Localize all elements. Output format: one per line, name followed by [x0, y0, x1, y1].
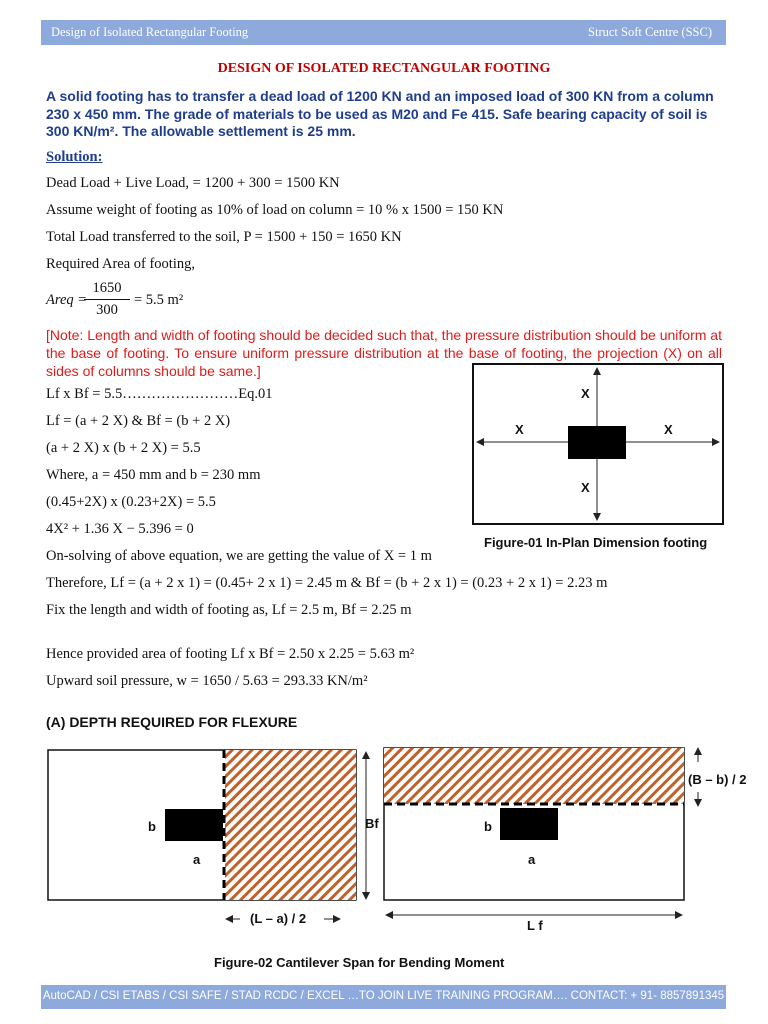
line-total-load: Total Load transferred to the soil, P = 1500 + 150 = 1650 KN [46, 229, 402, 245]
page-title: DESIGN OF ISOLATED RECTANGULAR FOOTING [217, 61, 551, 76]
fig1-x-right: X [664, 422, 673, 437]
footer-text: AutoCAD / CSI ETABS / CSI SAFE / STAD RCDC / EXCEL …TO JOIN LIVE TRAINING PROGRAM…. CONTACT: + 91- 8857891345 [42, 990, 725, 1002]
areq-denominator: 300 [96, 302, 118, 318]
areq-numerator: 1650 [92, 280, 122, 296]
fig1-x-top: X [581, 386, 590, 401]
areq-label: Areq = [46, 292, 88, 308]
line-solution-x: On-solving of above equation, we are getting the value of X = 1 m [46, 548, 432, 564]
line-therefore: Therefore, Lf = (a + 2 x 1) = (0.45+ 2 x 1) = 2.45 m & Bf = (b + 2 x 1) = (0.23 + 2 x 1) = 2.23 m [46, 575, 608, 591]
fig1-caption: Figure-01 In-Plan Dimension footing [484, 535, 708, 550]
line-substituted: (0.45+2X) x (0.23+2X) = 5.5 [46, 494, 216, 510]
problem-statement: A solid footing has to transfer a dead load of 1200 KN and an imposed load of 300 KN from a column 230 x 450 mm. The grade of materials to be used as M20 and Fe 415. Safe bearing capacity of soil is 300 KN/m². The allowable settlement is 25 mm. [46, 88, 714, 139]
fig2-la-label: (L – a) / 2 [250, 911, 307, 926]
solution-heading: Solution: [46, 149, 103, 165]
fig2-left-a-label: a [193, 852, 201, 867]
fig2-right-a-label: a [528, 852, 536, 867]
fig2-right-b-label: b [484, 819, 492, 834]
line-where: Where, a = 450 mm and b = 230 mm [46, 467, 261, 483]
note-uniform-pressure: [Note: Length and width of footing should be decided such that, the pressure distribution should be uniform at the base of footing. To ensure uniform pressure distribution at the base of footing, the projection (X) on all sides of columns should be same.] [46, 327, 722, 379]
areq-result: = 5.5 m² [134, 292, 184, 308]
fig1-x-bottom: X [581, 480, 590, 495]
line-dead-live-load: Dead Load + Live Load, = 1200 + 300 = 1500 KN [46, 175, 340, 191]
line-product: (a + 2 X) x (b + 2 X) = 5.5 [46, 440, 201, 456]
line-fix-dimensions: Fix the length and width of footing as, Lf = 2.5 m, Bf = 2.25 m [46, 602, 412, 618]
line-quadratic: 4X² + 1.36 X − 5.396 = 0 [46, 521, 194, 537]
fig2-caption: Figure-02 Cantilever Span for Bending Moment [214, 955, 505, 970]
fig2-right-hatched-area [384, 748, 684, 804]
header-right: Struct Soft Centre (SSC) [588, 25, 712, 39]
line-lf-bf-def: Lf = (a + 2 X) & Bf = (b + 2 X) [46, 413, 231, 429]
fig1-column [568, 426, 626, 459]
fig2-right-column [500, 808, 558, 840]
line-footing-weight: Assume weight of footing as 10% of load on column = 10 % x 1500 = 150 KN [46, 202, 504, 218]
fig2-left-hatched-area [225, 750, 356, 900]
line-required-area: Required Area of footing, [46, 256, 195, 272]
fig2-bf-label: Bf [365, 816, 379, 831]
header-left: Design of Isolated Rectangular Footing [51, 25, 249, 39]
fig2-bb-label: (B – b) / 2 [688, 772, 747, 787]
line-eq01: Lf x Bf = 5.5……………………Eq.01 [46, 386, 273, 402]
footer-band [41, 985, 726, 1009]
fig2-left-b-label: b [148, 819, 156, 834]
line-soil-pressure: Upward soil pressure, w = 1650 / 5.63 = 293.33 KN/m² [46, 673, 368, 689]
fig1-x-left: X [515, 422, 524, 437]
fig2-lf-label: L f [527, 918, 543, 933]
section-a-heading: (A) DEPTH REQUIRED FOR FLEXURE [46, 714, 298, 730]
line-provided-area: Hence provided area of footing Lf x Bf = 2.50 x 2.25 = 5.63 m² [46, 646, 415, 662]
fig2-left-column [165, 809, 223, 841]
